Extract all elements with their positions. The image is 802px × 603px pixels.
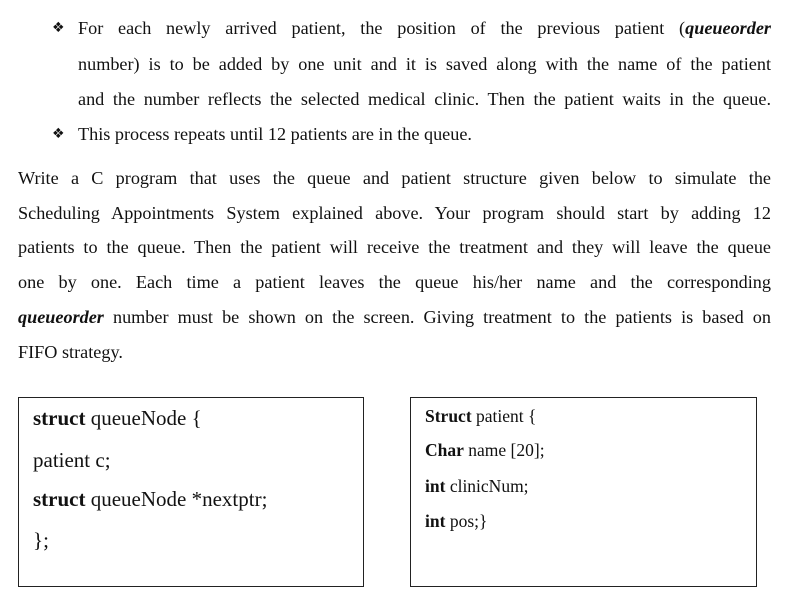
bullet-1-line-2: number) is to be added by one unit and it is saved along with the name of the patient bbox=[78, 54, 771, 74]
paragraph-line-3: patients to the queue. Then the patient will receive the treatment and they will leave the queue bbox=[18, 237, 771, 257]
code-line: }; bbox=[33, 528, 49, 552]
paragraph-line-1: Write a C program that uses the queue and patient structure given below to simulate the bbox=[18, 168, 771, 188]
diamond-bullet-icon: ❖ bbox=[52, 20, 65, 36]
code-line: int pos;} bbox=[425, 511, 488, 531]
code-line: struct queueNode *nextptr; bbox=[33, 487, 268, 511]
bullet-1-line-1: For each newly arrived patient, the position of the previous patient (queueorder bbox=[78, 18, 771, 38]
code-line: int clinicNum; bbox=[425, 476, 529, 496]
code-line: struct queueNode { bbox=[33, 406, 202, 430]
queue-node-struct-box bbox=[18, 397, 364, 587]
paragraph-line-4: one by one. Each time a patient leaves the queue his/her name and the corresponding bbox=[18, 272, 771, 292]
code-line: patient c; bbox=[33, 448, 111, 472]
paragraph-line-5: queueorder number must be shown on the screen. Giving treatment to the patients is based on bbox=[18, 307, 771, 327]
bullet-2-line-1: This process repeats until 12 patients are in the queue. bbox=[78, 124, 472, 144]
code-line: Char name [20]; bbox=[425, 440, 545, 460]
patient-struct-box bbox=[410, 397, 757, 587]
code-line: Struct patient { bbox=[425, 406, 537, 426]
paragraph-line-2: Scheduling Appointments System explained above. Your program should start by adding 12 bbox=[18, 203, 771, 223]
diamond-bullet-icon: ❖ bbox=[52, 126, 65, 142]
bullet-1-line-3: and the number reflects the selected medical clinic. Then the patient waits in the queue. bbox=[78, 89, 771, 109]
paragraph-line-6: FIFO strategy. bbox=[18, 342, 123, 362]
